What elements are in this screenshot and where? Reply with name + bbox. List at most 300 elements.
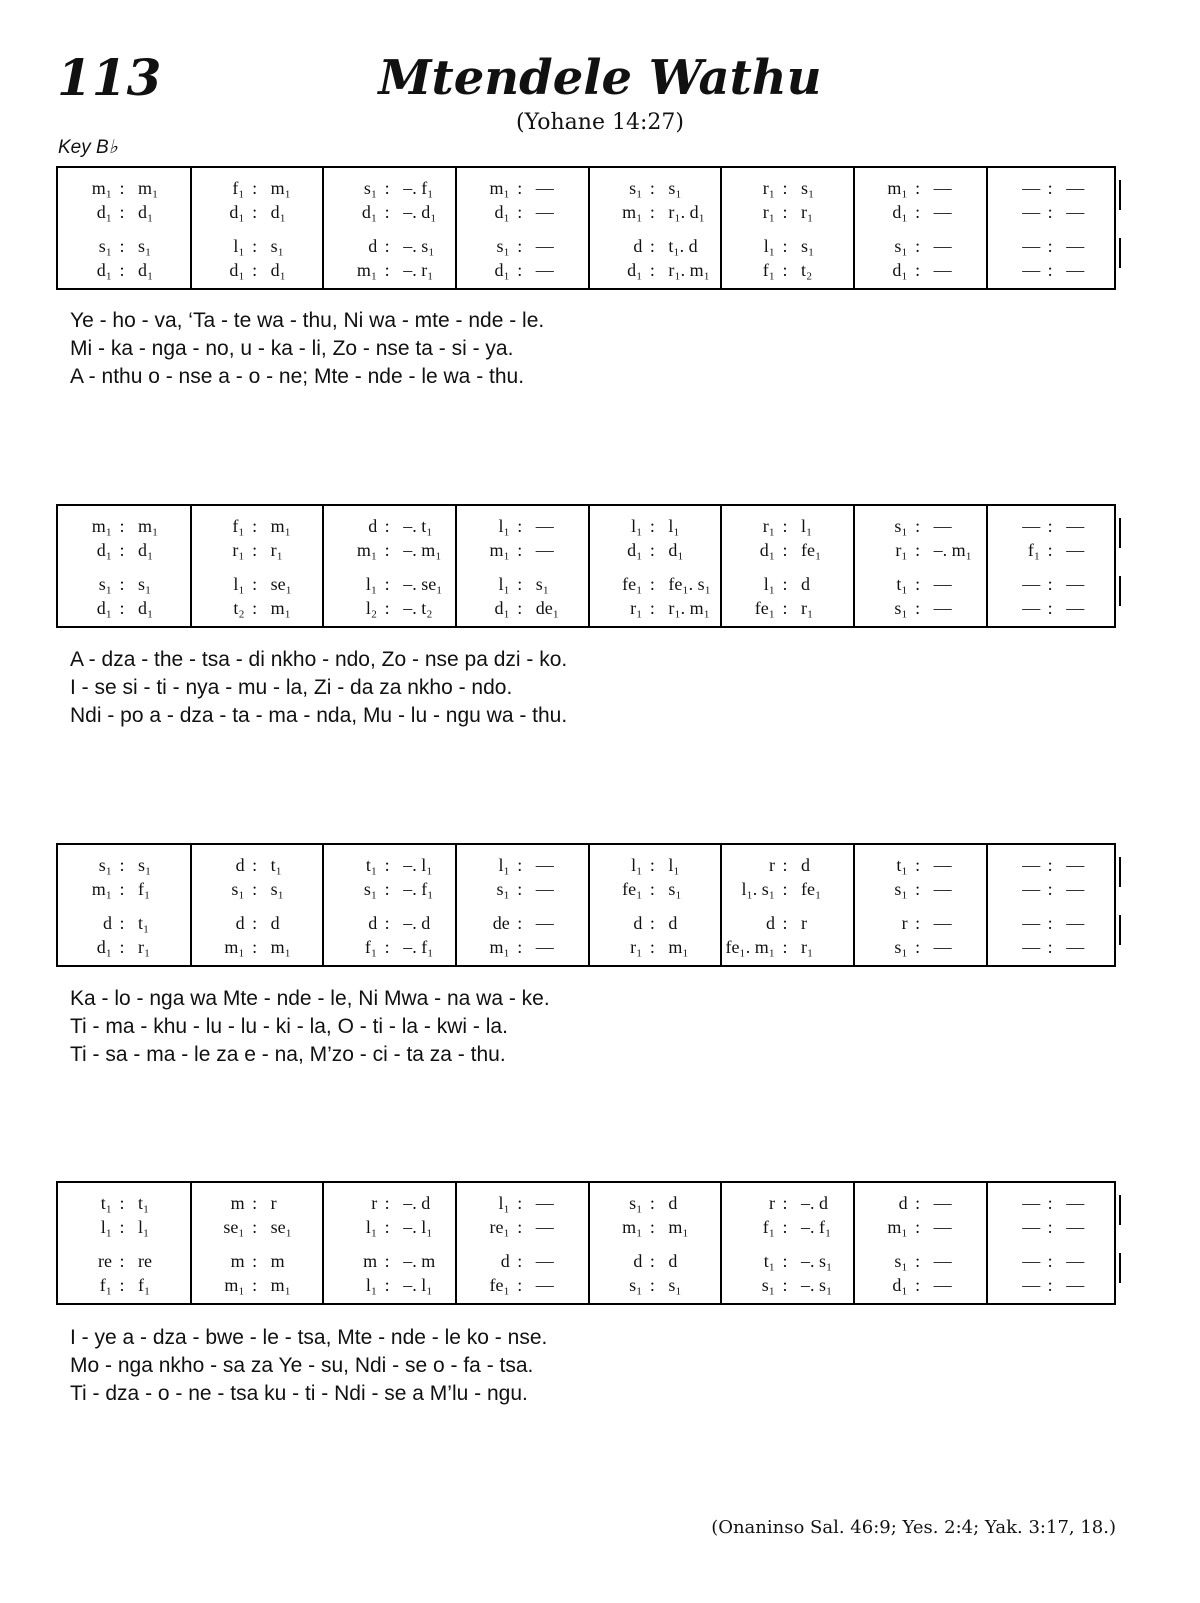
solfa-note: s₁ (231, 879, 245, 899)
beat-colon: : (649, 598, 655, 618)
solfa-note: — (1022, 516, 1041, 536)
solfa-note: — (535, 879, 554, 899)
beat-colon: : (649, 937, 655, 957)
measure-notes (588, 937, 721, 959)
measure-notes (854, 540, 987, 562)
solfa-note: s₁ (98, 574, 112, 594)
solfa-note: fe₁ (622, 879, 643, 899)
measure-notes (721, 879, 854, 901)
measure-notes (986, 1193, 1119, 1215)
beat-colon: : (252, 516, 258, 536)
solfa-note: –. s₁ (801, 1275, 833, 1295)
solfa-note: d (668, 1193, 678, 1213)
solfa-note: l₁ (631, 855, 643, 875)
solfa-note: t₁ (138, 1193, 150, 1213)
solfa-note: r₁. d₁ (668, 202, 705, 222)
beat-colon: : (384, 937, 390, 957)
beat-colon: : (252, 178, 258, 198)
solfa-note: d₁ (96, 937, 112, 957)
beat-colon: : (384, 540, 390, 560)
beat-colon: : (119, 879, 125, 899)
beat-colon: : (649, 178, 655, 198)
measure-notes (456, 937, 589, 959)
solfa-note: m₁ (622, 1217, 643, 1237)
solfa-note: — (1022, 1251, 1041, 1271)
measure-notes (58, 516, 191, 538)
solfa-note: t₁ (138, 913, 150, 933)
beat-colon: : (1047, 202, 1053, 222)
measure-notes (986, 879, 1119, 901)
measure-notes (323, 236, 456, 258)
solfa-note: m₁ (887, 1217, 908, 1237)
solfa-note: d₁ (229, 260, 245, 280)
solfa-note: t₁ (270, 855, 282, 875)
solfa-note: d (898, 1193, 908, 1213)
measure-notes (588, 913, 721, 935)
beat-colon: : (119, 598, 125, 618)
solfa-note: — (1022, 855, 1041, 875)
solfa-note: r₁ (801, 937, 814, 957)
measure-notes (58, 937, 191, 959)
measure-notes (588, 598, 721, 620)
beat-colon: : (1047, 937, 1053, 957)
measure-notes (854, 236, 987, 258)
beat-colon: : (915, 1193, 921, 1213)
solfa-note: — (1022, 1275, 1041, 1295)
measure-notes (58, 540, 191, 562)
beat-colon: : (384, 598, 390, 618)
solfa-note: m₁ (270, 178, 291, 198)
solfa-note: f₁ (232, 178, 245, 198)
solfa-note: –. m₁ (933, 540, 972, 560)
measure-notes (323, 540, 456, 562)
measure-notes (191, 236, 324, 258)
measure-notes (323, 1193, 456, 1215)
solfa-note: — (535, 1251, 554, 1271)
solfa-note: d₁ (270, 202, 286, 222)
solfa-note: r₁ (801, 598, 814, 618)
solfa-note: m₁ (270, 516, 291, 536)
beat-colon: : (649, 855, 655, 875)
solfa-note: r (901, 913, 908, 933)
solfa-note: l₁ (365, 574, 378, 594)
solfa-note: d₁ (138, 540, 154, 560)
solfa-note: –. l₁ (403, 855, 433, 875)
beat-colon: : (252, 260, 258, 280)
beat-colon: : (517, 178, 523, 198)
solfa-note: f₁ (138, 879, 151, 899)
measure-notes (456, 236, 589, 258)
solfa-note: l₁ (100, 1217, 112, 1237)
beat-colon: : (1047, 1193, 1053, 1213)
solfa-note: — (535, 260, 554, 280)
beat-colon: : (782, 1193, 788, 1213)
measure-notes (854, 574, 987, 596)
beat-colon: : (517, 236, 523, 256)
solfa-note: l₂ (365, 598, 378, 618)
solfa-note: — (1022, 1217, 1041, 1237)
measure-notes (323, 913, 456, 935)
beat-colon: : (517, 202, 523, 222)
beat-colon: : (119, 540, 125, 560)
measure-notes (588, 202, 721, 224)
solfa-note: s₁ (668, 879, 682, 899)
solfa-note: — (535, 1275, 554, 1295)
beat-colon: : (252, 540, 258, 560)
beat-colon: : (782, 1275, 788, 1295)
beat-colon: : (517, 260, 523, 280)
beat-colon: : (384, 1217, 390, 1237)
solfa-note: d₁ (138, 260, 154, 280)
solfa-note: l₁ (498, 574, 510, 594)
beat-colon: : (782, 178, 788, 198)
solfa-note: d (668, 913, 678, 933)
solfa-note: f₁ (99, 1275, 112, 1295)
measure-notes (58, 574, 191, 596)
solfa-note: m₁ (668, 937, 689, 957)
measure-notes (191, 178, 324, 200)
measure-notes (721, 236, 854, 258)
solfa-system (56, 504, 1116, 628)
beat-colon: : (384, 1193, 390, 1213)
solfa-note: s₁ (363, 178, 378, 198)
measure-notes (58, 855, 191, 877)
solfa-note: d (801, 855, 810, 875)
solfa-note: — (1066, 937, 1085, 957)
measure-notes (986, 855, 1119, 877)
beat-colon: : (252, 202, 258, 222)
measure-notes (854, 516, 987, 538)
solfa-note: m₁ (270, 1275, 291, 1295)
lyric-line: A - dza - the - tsa - di nkho - ndo, Zo - nse pa dzi - ko. (70, 648, 568, 671)
solfa-note: — (933, 1217, 952, 1237)
measure-notes (721, 1275, 854, 1297)
solfa-note: r (801, 913, 807, 933)
beat-colon: : (517, 1275, 523, 1295)
measure-notes (456, 516, 589, 538)
solfa-note: se₁ (270, 574, 292, 594)
lyric-line: Ka - lo - nga wa Mte - nde - le, Ni Mwa - na wa - ke. (70, 987, 550, 1010)
beat-colon: : (649, 1193, 655, 1213)
solfa-note: d₁ (892, 1275, 908, 1295)
beat-colon: : (119, 855, 125, 875)
beat-colon: : (1047, 540, 1053, 560)
solfa-note: — (933, 178, 952, 198)
measure-notes (323, 516, 456, 538)
measure-notes (58, 202, 191, 224)
beat-colon: : (915, 1251, 921, 1271)
measure-notes (854, 1251, 987, 1273)
measure-notes (456, 260, 589, 282)
solfa-note: r₁ (762, 178, 775, 198)
solfa-note: t₁. d (668, 236, 698, 256)
measure-notes (854, 260, 987, 282)
solfa-note: — (1066, 260, 1085, 280)
solfa-note: r₁ (762, 202, 775, 222)
solfa-note: — (933, 937, 952, 957)
solfa-note: s₁ (98, 236, 112, 256)
solfa-note: fe₁ (622, 574, 643, 594)
beat-colon: : (252, 236, 258, 256)
measure-notes (58, 260, 191, 282)
lyric-line: Ti - ma - khu - lu - lu - ki - la, O - ti - la - kwi - la. (70, 1015, 508, 1038)
solfa-note: m₁ (668, 1217, 689, 1237)
solfa-note: — (933, 879, 952, 899)
measure-notes (191, 598, 324, 620)
lyric-line: Ndi - po a - dza - ta - ma - nda, Mu - lu - ngu wa - thu. (70, 704, 568, 727)
solfa-note: –. d (801, 1193, 828, 1213)
solfa-note: — (933, 260, 952, 280)
solfa-note: s₁ (894, 937, 908, 957)
beat-colon: : (517, 855, 523, 875)
solfa-note: — (933, 236, 952, 256)
measure-notes (721, 574, 854, 596)
beat-colon: : (384, 855, 390, 875)
beat-colon: : (1047, 913, 1053, 933)
measure-notes (854, 1275, 987, 1297)
solfa-note: s₁ (138, 574, 152, 594)
measure-notes (58, 1251, 191, 1273)
measure-notes (721, 202, 854, 224)
solfa-note: s₁ (496, 236, 510, 256)
solfa-note: d (368, 516, 378, 536)
solfa-note: f₁ (762, 260, 775, 280)
lyric-line: A - nthu o - nse a - o - ne; Mte - nde - le wa - thu. (70, 365, 525, 388)
solfa-note: d (668, 1251, 678, 1271)
solfa-note: re (98, 1251, 112, 1271)
beat-colon: : (119, 178, 125, 198)
measure-notes (456, 1251, 589, 1273)
solfa-note: d (633, 913, 643, 933)
measure-notes (986, 516, 1119, 538)
measure-notes (986, 913, 1119, 935)
solfa-note: d₁ (96, 202, 112, 222)
solfa-note: s₁ (801, 236, 815, 256)
solfa-note: s₁ (496, 879, 510, 899)
beat-colon: : (384, 236, 390, 256)
beat-colon: : (252, 1217, 258, 1237)
solfa-note: l₁. s₁ (741, 879, 775, 899)
solfa-note: l₁ (138, 1217, 150, 1237)
measure-notes (323, 1275, 456, 1297)
solfa-note: s₁ (270, 879, 284, 899)
measure-notes (721, 1251, 854, 1273)
solfa-note: m₁ (138, 516, 159, 536)
measure-notes (854, 1217, 987, 1239)
solfa-note: r (270, 1193, 277, 1213)
measure-notes (854, 879, 987, 901)
solfa-note: m (230, 1251, 245, 1271)
measure-notes (721, 540, 854, 562)
solfa-note: re₁ (489, 1217, 510, 1237)
measure-notes (588, 1275, 721, 1297)
solfa-note: –. f₁ (403, 178, 434, 198)
solfa-note: d (235, 855, 245, 875)
solfa-note: m₁ (489, 178, 510, 198)
measure-notes (986, 260, 1119, 282)
beat-colon: : (384, 1251, 390, 1271)
beat-colon: : (384, 516, 390, 536)
solfa-note: s₁ (761, 1275, 775, 1295)
measure-notes (191, 574, 324, 596)
beat-colon: : (649, 1275, 655, 1295)
measure-notes (588, 574, 721, 596)
solfa-note: fe₁ (801, 540, 822, 560)
solfa-note: –. f₁ (801, 1217, 832, 1237)
solfa-note: m₁ (489, 540, 510, 560)
solfa-system (56, 166, 1116, 290)
measure-notes (721, 855, 854, 877)
beat-colon: : (119, 202, 125, 222)
measure-notes (986, 598, 1119, 620)
beat-colon: : (119, 260, 125, 280)
solfa-note: d (500, 1251, 510, 1271)
beat-colon: : (649, 574, 655, 594)
lyric-line: I - ye a - dza - bwe - le - tsa, Mte - nde - le ko - nse. (70, 1326, 548, 1349)
solfa-note: — (1066, 598, 1085, 618)
beat-colon: : (649, 236, 655, 256)
solfa-note: f₁ (364, 937, 378, 957)
beat-colon: : (119, 516, 125, 536)
solfa-note: — (1022, 202, 1041, 222)
solfa-note: m₁ (270, 598, 291, 618)
solfa-note: s₁ (894, 516, 908, 536)
solfa-note: t₂ (801, 260, 813, 280)
solfa-note: m₁ (138, 178, 159, 198)
solfa-note: –. s₁ (801, 1251, 833, 1271)
solfa-note: d (270, 913, 280, 933)
solfa-note: m₁ (224, 1275, 245, 1295)
solfa-note: — (535, 516, 554, 536)
measure-notes (986, 1217, 1119, 1239)
measure-notes (323, 260, 456, 282)
solfa-note: l₁ (801, 516, 813, 536)
beat-colon: : (782, 1217, 788, 1237)
solfa-note: –. f₁ (403, 879, 434, 899)
solfa-note: — (933, 1275, 952, 1295)
beat-colon: : (782, 260, 788, 280)
solfa-note: f₁ (762, 1217, 775, 1237)
beat-colon: : (915, 540, 921, 560)
beat-colon: : (1047, 855, 1053, 875)
hymn-number: 113 (57, 48, 162, 107)
beat-colon: : (119, 1193, 125, 1213)
measure-notes (191, 1275, 324, 1297)
beat-colon: : (252, 879, 258, 899)
beat-colon: : (915, 202, 921, 222)
beat-colon: : (1047, 178, 1053, 198)
measure-notes (986, 1275, 1119, 1297)
solfa-note: — (535, 937, 554, 957)
beat-colon: : (119, 1251, 125, 1271)
solfa-note: s₁ (363, 879, 378, 899)
solfa-note: l₁ (668, 516, 680, 536)
measure-notes (721, 1193, 854, 1215)
solfa-note: r₁ (895, 540, 908, 560)
measure-notes (191, 516, 324, 538)
solfa-note: s₁ (801, 178, 815, 198)
measure-notes (588, 879, 721, 901)
measure-notes (191, 1217, 324, 1239)
beat-colon: : (1047, 516, 1053, 536)
beat-colon: : (915, 1275, 921, 1295)
beat-colon: : (782, 855, 788, 875)
solfa-note: — (933, 1251, 952, 1271)
solfa-note: d (368, 236, 378, 256)
solfa-note: re (138, 1251, 152, 1271)
solfa-note: — (1066, 540, 1085, 560)
solfa-note: s₁ (894, 236, 908, 256)
measure-notes (323, 855, 456, 877)
solfa-note: –. s₁ (403, 236, 435, 256)
solfa-note: s₁ (138, 855, 152, 875)
solfa-note: fe₁. m₁ (725, 937, 775, 957)
beat-colon: : (782, 574, 788, 594)
beat-colon: : (517, 1217, 523, 1237)
solfa-note: d₁ (96, 598, 112, 618)
measure-notes (721, 1217, 854, 1239)
beat-colon: : (649, 260, 655, 280)
solfa-note: r₁ (801, 202, 814, 222)
measure-notes (588, 540, 721, 562)
measure-notes (986, 202, 1119, 224)
measure-notes (456, 1217, 589, 1239)
solfa-note: d (766, 913, 775, 933)
beat-colon: : (1047, 1251, 1053, 1271)
lyric-line: Ye - ho - va, ‘Ta - te wa - thu, Ni wa - mte - nde - le. (70, 309, 545, 332)
solfa-note: l₁ (668, 855, 680, 875)
beat-colon: : (782, 879, 788, 899)
beat-colon: : (517, 516, 523, 536)
solfa-note: — (1066, 1251, 1085, 1271)
solfa-note: — (535, 855, 554, 875)
beat-colon: : (915, 913, 921, 933)
beat-colon: : (384, 260, 390, 280)
solfa-note: –. l₁ (403, 1217, 433, 1237)
measure-notes (456, 1193, 589, 1215)
beat-colon: : (252, 1251, 258, 1271)
beat-colon: : (517, 1193, 523, 1213)
measure-notes (456, 178, 589, 200)
solfa-note: –. m (403, 1251, 436, 1271)
beat-colon: : (1047, 260, 1053, 280)
beat-colon: : (915, 879, 921, 899)
solfa-note: d₁ (627, 260, 643, 280)
measure-notes (58, 178, 191, 200)
solfa-note: d₁ (270, 260, 286, 280)
solfa-note: m₁ (622, 202, 643, 222)
beat-colon: : (517, 540, 523, 560)
solfa-note: –. se₁ (403, 574, 443, 594)
beat-colon: : (649, 1217, 655, 1237)
measure-notes (854, 937, 987, 959)
measure-notes (721, 598, 854, 620)
lyric-line: Ti - sa - ma - le za e - na, M’zo - ci - ta za - thu. (70, 1043, 506, 1066)
solfa-note: d (801, 574, 810, 594)
solfa-note: t₁ (365, 855, 378, 875)
scripture-reference: (Yohane 14:27) (516, 110, 684, 135)
solfa-note: m₁ (489, 937, 510, 957)
measure-notes (58, 1217, 191, 1239)
solfa-note: d₁ (892, 260, 908, 280)
measure-notes (854, 855, 987, 877)
measure-notes (854, 913, 987, 935)
measure-notes (588, 1251, 721, 1273)
beat-colon: : (915, 260, 921, 280)
lyric-line: Mo - nga nkho - sa za Ye - su, Ndi - se o - fa - tsa. (70, 1354, 534, 1377)
solfa-note: s₁ (894, 879, 908, 899)
solfa-note: m₁ (91, 516, 112, 536)
